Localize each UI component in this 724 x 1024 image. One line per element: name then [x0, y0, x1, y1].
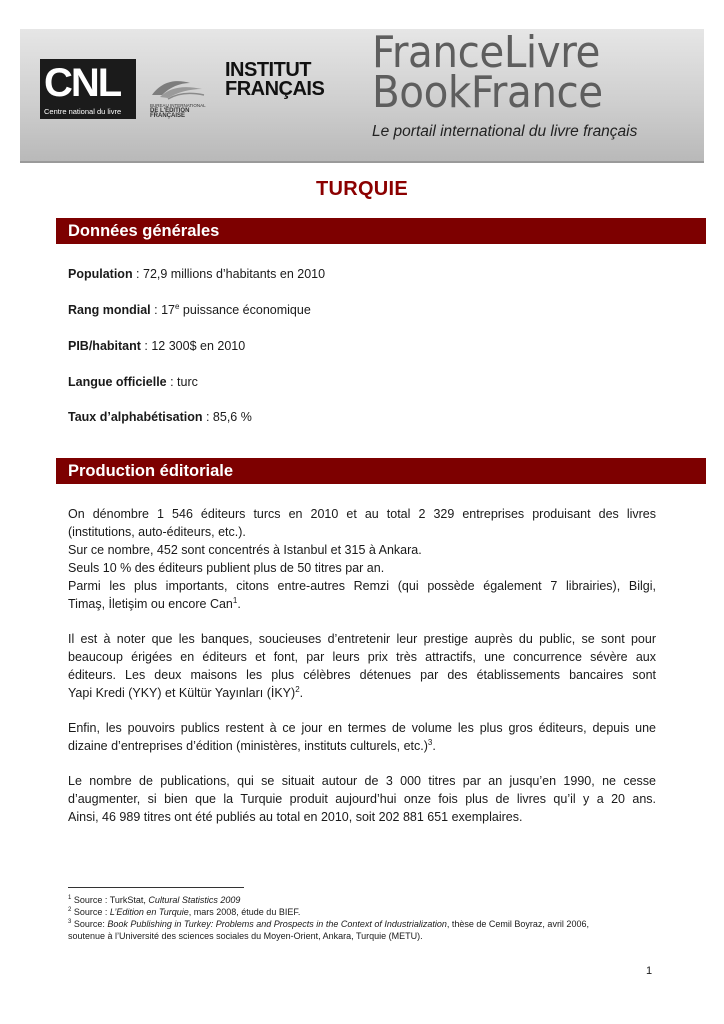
langue-value: : turc: [166, 375, 198, 389]
footnote-3-title: Book Publishing in Turkey: Problems and Prospects in the Context of Industrialization: [107, 919, 447, 929]
p4-line-2: d’augmenter, si bien que la Turquie produit aujourd’hui onze fois plus de livres qu’il y a 20 ans.: [68, 792, 656, 806]
footnote-2-pre: Source :: [71, 907, 110, 917]
footnote-3: [68, 918, 658, 930]
institut-line2: FRANÇAIS: [225, 78, 325, 100]
footnote-1-pre: Source : TurkStat,: [71, 895, 149, 905]
footnote-3-continued: soutenue à l’Université des sciences sociales du Moyen-Orient, Ankara, Turquie (METU).: [68, 931, 423, 941]
p4-line-1: Le nombre de publications, qui se situait autour de 3 000 titres par an jusqu’en 1990, ne cesse: [68, 774, 656, 788]
alpha-label: Taux d’alphabétisation: [68, 410, 203, 424]
francelivre-line1: FranceLivre: [372, 27, 600, 78]
rang-value-post: puissance économique: [179, 303, 311, 317]
p3-line-2-text: dizaine d’entreprises d’édition (ministères, instituts culturels, etc.): [68, 739, 428, 753]
population-value: : 72,9 millions d’habitants en 2010: [132, 267, 326, 281]
pib-label: PIB/habitant: [68, 339, 141, 353]
cnl-logo-text: CNL: [44, 61, 121, 105]
bird-icon: [150, 73, 206, 101]
footnote-3-pre: Source:: [71, 919, 108, 929]
footnote-3-num: 3: [68, 919, 72, 925]
footnote-3-post: , thèse de Cemil Boyraz, avril 2006,: [446, 919, 589, 929]
p1-line-6: [68, 595, 656, 613]
p1-line-4: Seuls 10 % des éditeurs publient plus de 50 titres par an.: [68, 561, 385, 575]
p3-line-2-end: .: [432, 739, 436, 753]
page-number: 1: [646, 965, 653, 977]
document-title: TURQUIE: [315, 178, 409, 200]
p2-line-2: beaucoup érigées en éditeurs et font, par leurs prix très attractifs, une concurrence sévère aux: [68, 650, 656, 664]
pib-line: [68, 338, 245, 354]
p1-line-5: Parmi les plus importants, citons entre-autres Remzi (qui possède également 7 librairies), Bilgi,: [68, 579, 656, 593]
francelivre-logo: [372, 27, 603, 118]
section-header-production: Production éditoriale: [56, 458, 706, 484]
bief-logo: [146, 73, 210, 133]
p1-line-1: On dénombre 1 546 éditeurs turcs en 2010 et au total 2 329 entreprises produisant des livres: [68, 507, 656, 521]
p1-line-6-end: .: [237, 597, 241, 611]
header-banner: [20, 29, 704, 163]
paragraph-3: [68, 719, 656, 755]
footnote-1-title: Cultural Statistics 2009: [148, 895, 241, 905]
footnote-ref-3: 3: [427, 737, 433, 747]
paragraph-4: [68, 772, 656, 826]
p2-line-4-text: Yapi Kredi (YKY) et Kültür Yayınları (İKY): [68, 686, 296, 700]
footnote-2-num: 2: [68, 907, 72, 913]
p3-line-1: Enfin, les pouvoirs publics restent à ce jour en termes de volume les plus gros éditeurs, depuis une: [68, 721, 656, 735]
francelivre-tagline: Le portail international du livre français: [372, 123, 638, 140]
footnote-2-post: , mars 2008, étude du BIEF.: [188, 907, 301, 917]
cnl-logo-subtitle: Centre national du livre: [44, 107, 122, 116]
section-header-general: Données générales: [56, 218, 706, 244]
rang-line: [68, 302, 311, 318]
paragraph-1: [68, 505, 656, 613]
footnote-1-num: 1: [68, 895, 72, 901]
paragraph-2: [68, 630, 656, 702]
pib-value: : 12 300$ en 2010: [140, 339, 246, 353]
rang-sup: e: [174, 301, 180, 311]
footnotes: [68, 894, 658, 942]
institut-francais-logo: [225, 61, 324, 99]
cnl-logo: [40, 59, 136, 119]
alpha-value: : 85,6 %: [202, 410, 252, 424]
footnote-2: [68, 906, 658, 918]
p2-line-4: [68, 684, 656, 702]
rang-label: Rang mondial: [68, 303, 151, 317]
p3-line-2: [68, 737, 656, 755]
rang-value: : 17: [150, 303, 175, 317]
p1-line-3: Sur ce nombre, 452 sont concentrés à Istanbul et 315 à Ankara.: [68, 543, 422, 557]
alpha-line: [68, 409, 252, 425]
p2-line-4-end: .: [299, 686, 304, 700]
footnote-2-title: L’Edition en Turquie: [109, 907, 189, 917]
p1-line-2: (institutions, auto-éditeurs, etc.).: [68, 525, 246, 539]
langue-line: [68, 374, 198, 390]
francelivre-line2: BookFrance: [372, 67, 603, 118]
bief-line1: BUREAU INTERNATIONAL: [150, 103, 206, 108]
footnote-1: [68, 894, 658, 906]
footnote-divider: [68, 887, 244, 888]
bief-line2: DE L'ÉDITION: [150, 107, 190, 114]
bief-line3: FRANÇAISE: [150, 113, 186, 119]
langue-label: Langue officielle: [68, 375, 167, 389]
footnote-ref-2: 2: [295, 684, 300, 694]
institut-line1: INSTITUT: [225, 59, 311, 81]
p2-line-3: éditeurs. Les deux maisons les plus célèbres détenues par des établissements bancaires sont: [68, 668, 656, 682]
p2-line-1: Il est à noter que les banques, soucieuses d’entretenir leur prestige auprès du public, se sont pour: [68, 632, 656, 646]
footnote-ref-1: 1: [232, 595, 238, 605]
p4-line-3: Ainsi, 46 989 titres ont été publiés au total en 2010, soit 202 881 651 exemplaires.: [68, 810, 523, 824]
population-line: [68, 266, 325, 282]
p1-line-6-text: Timaş, İletişim ou encore Can: [68, 597, 233, 611]
population-label: Population: [68, 267, 133, 281]
